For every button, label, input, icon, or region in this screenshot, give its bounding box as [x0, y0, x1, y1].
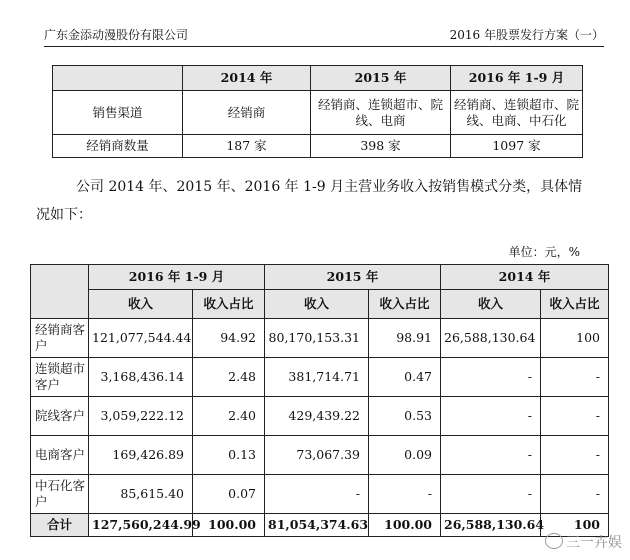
table-cell: - — [369, 475, 441, 514]
table-row — [53, 91, 583, 135]
table-cell: - — [541, 358, 609, 397]
period-header: 2015 年 — [265, 265, 441, 290]
row-label: 经销商客户 — [31, 319, 89, 358]
table-cell: 121,077,544.44 — [89, 319, 193, 358]
row-label: 经销商数量 — [53, 135, 183, 158]
table-cell: 2.48 — [193, 358, 265, 397]
table-cell: 0.13 — [193, 436, 265, 475]
table-row — [31, 358, 609, 397]
period-header: 2014 年 — [441, 265, 609, 290]
table-cell: - — [541, 475, 609, 514]
sales-channel-table — [52, 65, 583, 158]
table-cell: 经销商、连锁超市、院线、电商 — [311, 91, 451, 135]
year-header: 2014 年 — [183, 66, 311, 91]
table-cell: 0.53 — [369, 397, 441, 436]
table-cell: 94.92 — [193, 319, 265, 358]
table-row — [31, 475, 609, 514]
table-cell: 3,059,222.12 — [89, 397, 193, 436]
table-cell: 398 家 — [311, 135, 451, 158]
revenue-by-sales-mode-table — [30, 264, 609, 537]
table-cell: - — [441, 358, 541, 397]
table-cell: - — [441, 436, 541, 475]
subheader-share: 收入占比 — [541, 290, 609, 319]
table-cell: 3,168,436.14 — [89, 358, 193, 397]
table-cell: - — [541, 436, 609, 475]
body-paragraph: 公司 2014 年、2015 年、2016 年 1-9 月主营业务收入按销售模式分类，具体情况如下： — [36, 179, 583, 223]
document-title: 2016 年股票发行方案（一） — [449, 28, 604, 42]
table-cell: 73,067.39 — [265, 436, 369, 475]
table-cell: 0.47 — [369, 358, 441, 397]
header-blank-cell — [31, 265, 89, 319]
table-cell: 26,588,130.64 — [441, 514, 541, 537]
table-row — [53, 135, 583, 158]
table-cell: 0.07 — [193, 475, 265, 514]
table-row — [31, 397, 609, 436]
unit-note: 单位：元，% — [508, 245, 580, 259]
header-blank-cell — [53, 66, 183, 91]
table-cell: 81,054,374.63 — [265, 514, 369, 537]
company-name: 广东金添动漫股份有限公司 — [44, 28, 189, 42]
table-cell: - — [441, 397, 541, 436]
table-row — [31, 436, 609, 475]
table-cell: 26,588,130.64 — [441, 319, 541, 358]
subheader-row — [31, 290, 609, 319]
table-cell: 429,439.22 — [265, 397, 369, 436]
table-cell: 2.40 — [193, 397, 265, 436]
table-cell: 1097 家 — [451, 135, 583, 158]
watermark — [545, 532, 622, 552]
row-label: 电商客户 — [31, 436, 89, 475]
watermark-text: 三一卉娱 — [566, 535, 622, 551]
table-cell: 0.09 — [369, 436, 441, 475]
table-cell: 80,170,153.31 — [265, 319, 369, 358]
year-header: 2016 年 1-9 月 — [451, 66, 583, 91]
table-cell: 169,426.89 — [89, 436, 193, 475]
row-label: 院线客户 — [31, 397, 89, 436]
page-header — [44, 26, 604, 47]
row-label: 中石化客户 — [31, 475, 89, 514]
table-cell: - — [441, 475, 541, 514]
subheader-share: 收入占比 — [193, 290, 265, 319]
table-cell: 187 家 — [183, 135, 311, 158]
period-header: 2016 年 1-9 月 — [89, 265, 265, 290]
table-cell: 100 — [541, 319, 609, 358]
table-cell: 经销商 — [183, 91, 311, 135]
table-cell: 85,615.40 — [89, 475, 193, 514]
subheader-revenue: 收入 — [265, 290, 369, 319]
table-cell: 100 — [541, 514, 609, 537]
subheader-revenue: 收入 — [89, 290, 193, 319]
total-row — [31, 514, 609, 537]
row-label: 连锁超市客户 — [31, 358, 89, 397]
table-row — [31, 319, 609, 358]
table-cell: 经销商、连锁超市、院线、电商、中石化 — [451, 91, 583, 135]
table-cell: 381,714.71 — [265, 358, 369, 397]
total-label: 合计 — [31, 514, 89, 537]
table-cell: - — [541, 397, 609, 436]
wechat-icon — [545, 533, 563, 549]
year-header: 2015 年 — [311, 66, 451, 91]
table-cell: 100.00 — [193, 514, 265, 537]
table-cell: 100.00 — [369, 514, 441, 537]
table-header-row — [53, 66, 583, 91]
table-cell: 127,560,244.99 — [89, 514, 193, 537]
subheader-revenue: 收入 — [441, 290, 541, 319]
period-header-row — [31, 265, 609, 290]
subheader-share: 收入占比 — [369, 290, 441, 319]
table-cell: 98.91 — [369, 319, 441, 358]
row-label: 销售渠道 — [53, 91, 183, 135]
table-cell: - — [265, 475, 369, 514]
